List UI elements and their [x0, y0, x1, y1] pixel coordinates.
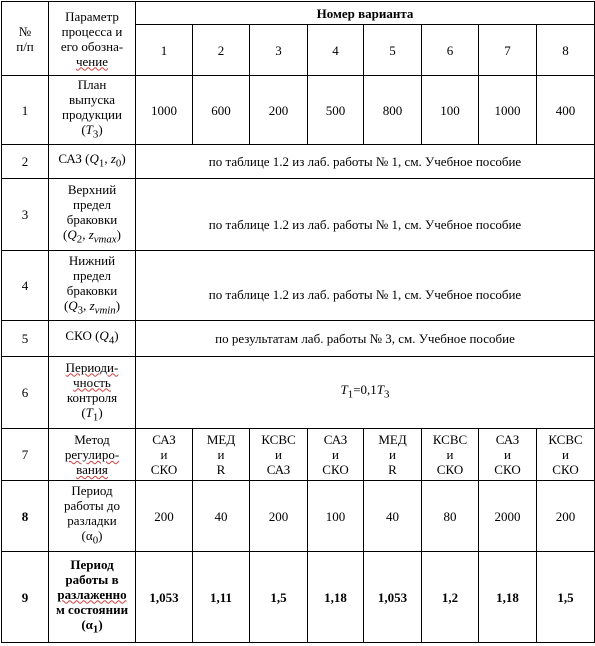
method-line: СКО: [494, 462, 521, 477]
value-cell: 200: [250, 481, 308, 552]
value-cell: [364, 429, 422, 481]
table-row: [2, 481, 595, 552]
value-cell: 200: [136, 481, 193, 552]
row-number: 2: [2, 145, 49, 179]
parameter-line: предел: [73, 267, 111, 283]
parameter-line: разладки: [67, 513, 117, 529]
table-row: [2, 179, 595, 251]
method-line: САЗ: [266, 462, 291, 477]
value-cell: 200: [537, 481, 595, 552]
method-line: МЕД: [206, 432, 236, 447]
header-number-line: №: [18, 23, 32, 39]
value-cell: 1,18: [479, 552, 537, 643]
value-cell: [250, 429, 308, 481]
merged-value-cell: по таблице 1.2 из лаб. работы № 1, см. Учебное пособие: [136, 145, 595, 179]
parameter-line: ($Q_2$, $z_{vmax}$): [63, 226, 121, 246]
value-cell: [422, 429, 479, 481]
value-cell: [136, 429, 193, 481]
parameter-line: $(T_3)$: [81, 122, 103, 141]
value-cell: 1,5: [537, 552, 595, 643]
parameter-line: План: [77, 77, 107, 93]
method-line: и: [504, 447, 511, 462]
merged-value-cell: по таблице 1.2 из лаб. работы № 1, см. Учебное пособие: [136, 251, 595, 321]
method-line: и: [562, 447, 569, 462]
value-cell: 100: [422, 76, 479, 145]
value-cell: 500: [308, 76, 364, 145]
value-cell: 1,11: [193, 552, 250, 643]
parameter-cell: [49, 179, 136, 251]
parameter-line: продукции: [62, 107, 122, 123]
value-cell: 1000: [136, 76, 193, 145]
row-number: 3: [2, 179, 49, 251]
method-line: и: [389, 447, 396, 462]
parameter-cell: [49, 481, 136, 552]
variants-table: [1, 1, 595, 643]
merged-value-cell: по таблице 1.2 из лаб. работы № 1, см. Учебное пособие: [136, 179, 595, 251]
parameter-line: разлаженно: [57, 586, 127, 602]
method-line: и: [332, 447, 339, 462]
value-cell: 80: [422, 481, 479, 552]
table-row: [2, 145, 595, 179]
parameter-line: Метод: [74, 432, 110, 447]
header-parameter-line: его обозна-: [60, 38, 124, 54]
header-parameter-line: Параметр: [65, 8, 119, 24]
table-row: [2, 251, 595, 321]
parameter-cell: [49, 76, 136, 145]
row-number: 7: [2, 429, 49, 481]
method-line: КСВС: [548, 432, 583, 447]
method-line: КСВС: [432, 432, 468, 447]
method-line: и: [275, 447, 282, 462]
value-cell: 1000: [479, 76, 537, 145]
value-cell: 1,053: [136, 552, 193, 643]
value-cell: 40: [364, 481, 422, 552]
value-cell: [308, 429, 364, 481]
value-cell: [479, 429, 537, 481]
method-line: СКО: [322, 462, 349, 477]
table-row: [2, 76, 595, 145]
header-row-top: [2, 2, 595, 25]
merged-value-cell: по результатам лаб. работы № 3, см. Учебное пособие: [136, 321, 595, 357]
value-cell: [537, 429, 595, 481]
value-cell: 100: [308, 481, 364, 552]
row-number: 8: [2, 481, 49, 552]
parameter-line: браковки: [66, 282, 118, 298]
parameter-cell: [49, 552, 136, 643]
parameter-line: САЗ ($Q_1$, $z_0$): [58, 151, 126, 170]
value-cell: 1,18: [308, 552, 364, 643]
method-line: САЗ: [323, 432, 348, 447]
table-row: [2, 429, 595, 481]
parameter-line: работы в: [65, 571, 119, 587]
parameter-cell: [49, 145, 136, 179]
parameter-cell: [49, 429, 136, 481]
parameter-line: предел: [73, 196, 111, 212]
value-cell: 2000: [479, 481, 537, 552]
row-number: 5: [2, 321, 49, 357]
table-row: [2, 552, 595, 643]
method-line: R: [216, 462, 226, 477]
parameter-cell: [49, 321, 136, 357]
method-line: САЗ: [495, 432, 520, 447]
header-parameter-cell: [49, 2, 136, 76]
variant-number: 1: [136, 25, 193, 76]
parameter-line: $(\alpha_0)$: [81, 528, 103, 547]
row-number: 4: [2, 251, 49, 321]
variant-number: 3: [250, 25, 308, 76]
value-cell: 800: [364, 76, 422, 145]
value-cell: 600: [193, 76, 250, 145]
parameter-line: Период: [70, 556, 114, 572]
method-line: R: [388, 462, 397, 477]
parameter-line: Нижний: [68, 252, 116, 268]
variant-number: 8: [537, 25, 595, 76]
parameter-line: $(\alpha_1)$: [81, 616, 103, 636]
header-parameter-line: чение: [76, 53, 108, 69]
parameter-line: браковки: [66, 211, 118, 227]
header-parameter-line: процесса и: [61, 23, 123, 39]
parameter-line: чность: [73, 374, 111, 390]
variant-number: 4: [308, 25, 364, 76]
method-line: КСВС: [261, 432, 296, 447]
method-line: и: [446, 447, 454, 462]
parameter-line: м состоянии: [55, 601, 129, 617]
value-cell: 1,2: [422, 552, 479, 643]
method-line: и: [160, 447, 168, 462]
method-line: СКО: [436, 462, 464, 477]
parameter-line: работы до: [64, 498, 120, 514]
value-cell: 40: [193, 481, 250, 552]
parameter-line: вания: [76, 462, 108, 477]
table-row: [2, 321, 595, 357]
value-cell: 200: [250, 76, 308, 145]
method-line: МЕД: [378, 432, 407, 447]
parameter-line: регулиро-: [64, 447, 120, 462]
parameter-line: Период: [71, 483, 113, 499]
parameter-line: контроля: [66, 389, 118, 405]
value-cell: 400: [537, 76, 595, 145]
variant-number: 5: [364, 25, 422, 76]
value-cell: [193, 429, 250, 481]
method-line: СКО: [150, 462, 178, 477]
method-line: и: [217, 447, 225, 462]
variant-group-header: Номер варианта: [136, 2, 595, 25]
variant-number: 7: [479, 25, 537, 76]
row-number: 6: [2, 357, 49, 429]
parameter-line: СКО $(Q_4)$: [65, 328, 119, 347]
table-row: [2, 357, 595, 429]
variant-number: 2: [193, 25, 250, 76]
method-line: САЗ: [152, 432, 176, 447]
parameter-line: ($Q_3$, $z_{vmin}$): [63, 297, 121, 317]
merged-value-cell: $T_1=0,1T_3$: [136, 357, 595, 429]
parameter-line: $(T_1)$: [81, 404, 103, 424]
parameter-line: выпуска: [69, 92, 115, 108]
parameter-cell: [49, 357, 136, 429]
row-number: 1: [2, 76, 49, 145]
header-number-line: п/п: [16, 38, 34, 54]
header-number-cell: [2, 2, 49, 76]
variant-number: 6: [422, 25, 479, 76]
value-cell: 1,5: [250, 552, 308, 643]
value-cell: 1,053: [364, 552, 422, 643]
method-line: СКО: [552, 462, 579, 477]
parameter-line: Периоди-: [65, 359, 119, 375]
parameter-line: Верхний: [67, 181, 117, 197]
parameter-cell: [49, 251, 136, 321]
row-number: 9: [2, 552, 49, 643]
